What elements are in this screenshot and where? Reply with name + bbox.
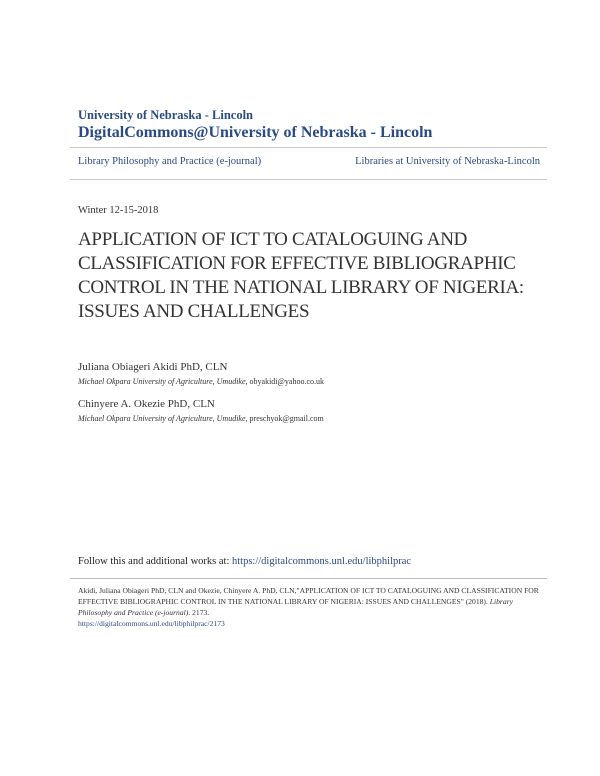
institution-link[interactable]: University of Nebraska - Lincoln <box>78 108 253 122</box>
recommended-citation <box>78 585 548 629</box>
journal-link[interactable]: Library Philosophy and Practice (e-journal) <box>78 156 262 167</box>
author-name: Chinyere A. Okezie PhD, CLN <box>78 398 215 410</box>
citation-url-link[interactable]: https://digitalcommons.unl.edu/libphilprac/2173 <box>78 619 225 628</box>
article-title: APPLICATION OF ICT TO CATALOGUING AND CLASSIFICATION FOR EFFECTIVE BIBLIOGRAPHIC CONTROL IN THE NATIONAL LIBRARY OF NIGERIA: ISSUES AND CHALLENGES <box>78 229 524 322</box>
citation-journal: Library Philosophy and Practice (e-journal) <box>78 597 513 617</box>
follow-url-link[interactable]: https://digitalcommons.unl.edu/libphilprac <box>232 556 412 567</box>
author-email[interactable]: preschyok@gmail.com <box>249 414 324 423</box>
publication-date: Winter 12-15-2018 <box>78 205 159 216</box>
follow-line <box>78 556 411 567</box>
author-affiliation: Michael Okpara University of Agriculture, Umudike, obyakidi@yahoo.co.uk <box>78 377 324 386</box>
libraries-link[interactable]: Libraries at University of Nebraska-Lincoln <box>355 156 540 167</box>
collection-links <box>78 156 540 172</box>
divider-top <box>70 147 547 148</box>
author-2 <box>78 397 324 425</box>
author-name: Juliana Obiageri Akidi PhD, CLN <box>78 361 228 373</box>
author-affiliation: Michael Okpara University of Agriculture, Umudike, preschyok@gmail.com <box>78 414 324 423</box>
divider-citation <box>70 578 547 579</box>
citation-text: Akidi, Juliana Obiageri PhD, CLN and Okezie, Chinyere A. PhD, CLN,"APPLICATION OF ICT TO CATALOGUING AND CLASSIFICATION FOR EFFECTIVE BIBLIOGRAPHIC CONTROL IN THE NATIONAL LIBRARY OF NIGERIA: ISSUES AND CHALLENGES" (2018). <box>78 586 539 606</box>
repository-link[interactable]: DigitalCommons@University of Nebraska - Lincoln <box>78 124 433 141</box>
divider-nav <box>70 179 547 180</box>
author-1 <box>78 360 324 388</box>
follow-text: Follow this and additional works at: <box>78 556 230 567</box>
citation-number: . 2173. <box>188 608 210 617</box>
repository-header <box>78 108 548 143</box>
author-email[interactable]: obyakidi@yahoo.co.uk <box>249 377 324 386</box>
